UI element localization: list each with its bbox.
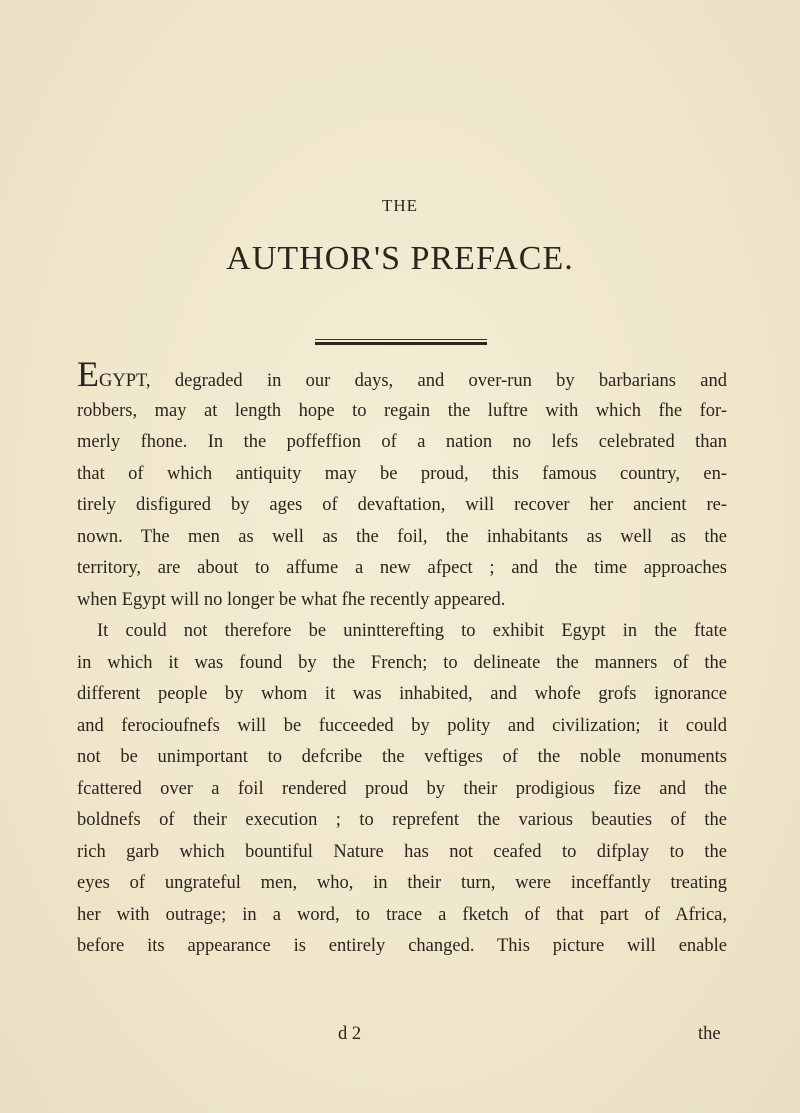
text-line (77, 459, 727, 491)
text-line (77, 868, 727, 900)
drop-cap: E (77, 354, 99, 394)
text-line-content: boldnefs of their execution ; to reprefent the various beauties of the (77, 810, 727, 830)
text-line-content: and ferocioufnefs will be fucceeded by polity and civilization; it could (77, 715, 727, 736)
text-line-content: before its appearance is entirely changed. This picture will enable (77, 936, 727, 956)
text-line (77, 805, 727, 837)
text-line-content: in which it was found by the French; to delineate the manners of the (77, 652, 727, 673)
text-line (77, 585, 727, 617)
text-line-content: rich garb which bountiful Nature has not ceafed to difplay to the (77, 841, 727, 862)
text-line-content: not be unimportant to defcribe the veftiges of the noble monuments (77, 747, 727, 767)
text-line-content: tirely disfigured by ages of devaftation, will recover her ancient re- (77, 495, 727, 515)
signature-mark: d 2 (338, 1024, 362, 1044)
text-line-content: territory, are about to affume a new afpect ; and the time approaches (77, 558, 727, 578)
text-line (77, 616, 727, 648)
text-line (77, 900, 727, 932)
text-line-content: fcattered over a foil rendered proud by their prodigious fize and the (77, 778, 727, 799)
text-line-content: eyes of ungrateful men, who, in their turn, were inceffantly treating (77, 873, 727, 893)
text-line-content: GYPT, degraded in our days, and over-run by barbarians and (99, 371, 727, 391)
decorative-rule (315, 339, 487, 346)
text-line (77, 711, 727, 743)
text-line-content: different people by whom it was inhabited, and whofe grofs ignorance (77, 684, 727, 704)
text-line (77, 354, 727, 396)
text-line-content: nown. The men as well as the foil, the inhabitants as well as the (77, 526, 727, 547)
text-line-content: her with outrage; in a word, to trace a fketch of that part of Africa, (77, 904, 727, 925)
text-line-content: merly fhone. In the poffeffion of a nation no lefs celebrated than (77, 432, 727, 452)
text-line (77, 774, 727, 806)
text-line (77, 648, 727, 680)
text-line (77, 742, 727, 774)
text-line (77, 931, 727, 963)
page-title: AUTHOR'S PREFACE. (226, 240, 574, 277)
text-line (77, 679, 727, 711)
text-line (77, 522, 727, 554)
text-line (77, 427, 727, 459)
text-line-content: when Egypt will no longer be what fhe recently appeared. (77, 589, 506, 610)
text-line-content: robbers, may at length hope to regain the luftre with which fhe for- (77, 400, 727, 421)
text-line (77, 553, 727, 585)
text-line-content: It could not therefore be unintterefting to exhibit Egypt in the ftate (97, 621, 727, 641)
text-line (77, 837, 727, 869)
text-line-content: that of which antiquity may be proud, this famous country, en- (77, 463, 727, 484)
page-footer (0, 1024, 800, 1054)
text-line (77, 396, 727, 428)
heading-the: THE (381, 196, 419, 215)
text-line (77, 490, 727, 522)
catchword: the (698, 1024, 721, 1044)
preface-body (77, 354, 727, 963)
